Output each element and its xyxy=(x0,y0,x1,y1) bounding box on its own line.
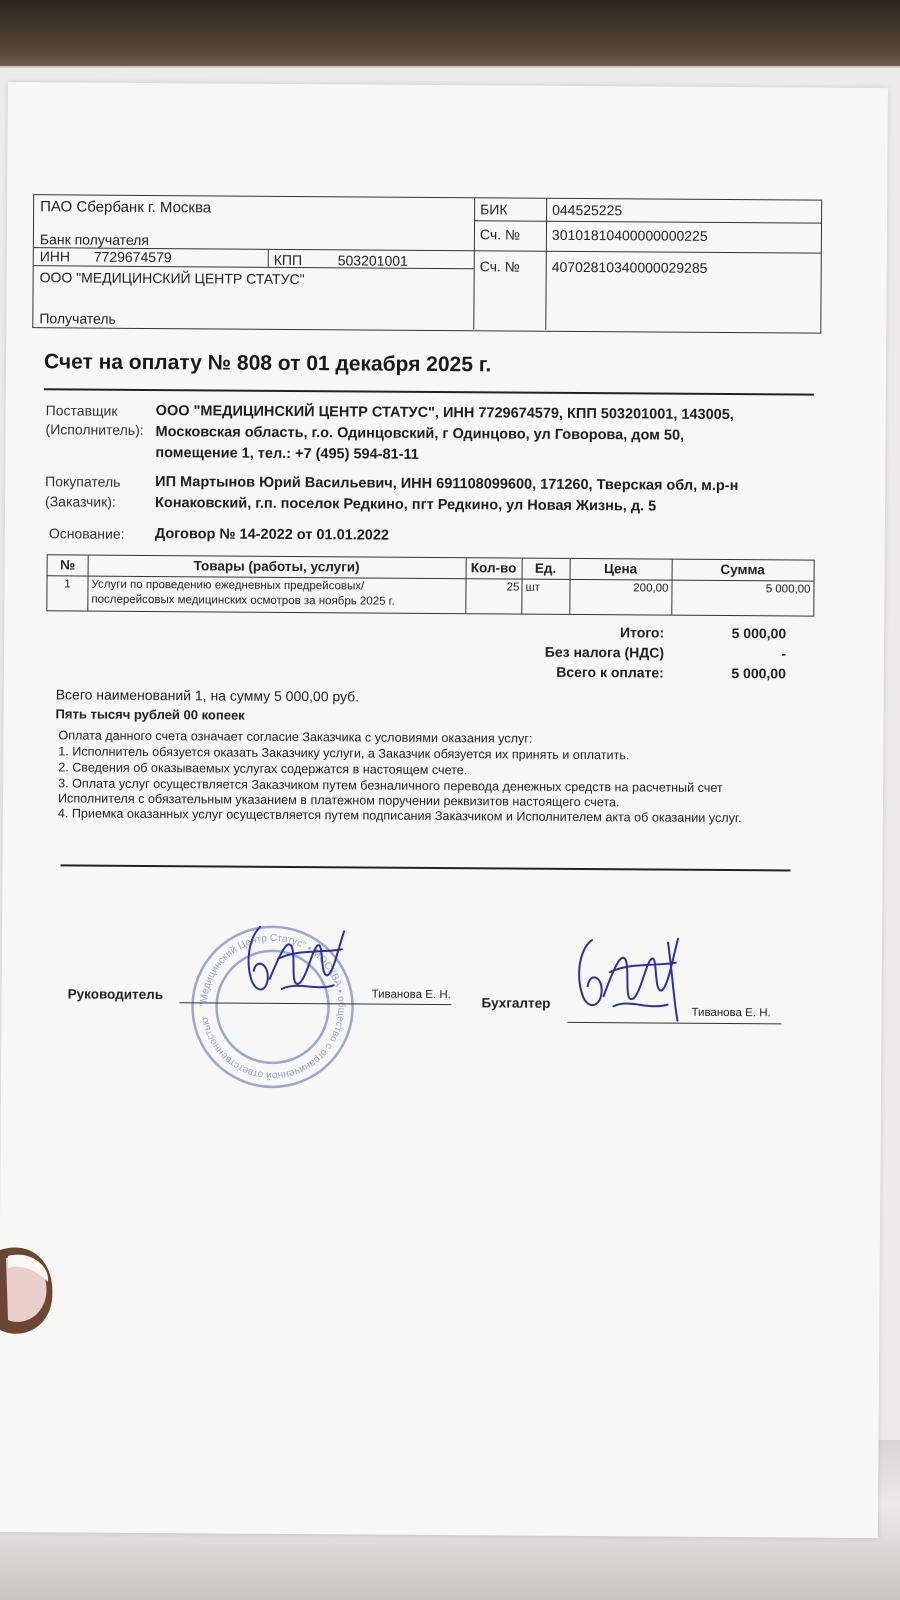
inn-value: 7729674579 xyxy=(93,248,172,266)
row-price: 200,00 xyxy=(633,582,669,595)
col-header-name: Товары (работы, услуги) xyxy=(193,558,360,575)
buyer-line-2: Конаковский, г.п. поселок Редкино, пгт Редкино, ул Новая Жизнь, д. 5 xyxy=(155,495,657,515)
due-value: 5 000,00 xyxy=(731,665,786,682)
col-header-sum: Сумма xyxy=(720,561,765,578)
signature-section-rule xyxy=(61,864,791,871)
total-value: 5 000,00 xyxy=(731,625,787,642)
bank-details-table xyxy=(32,194,822,334)
row-sum: 5 000,00 xyxy=(765,583,811,596)
buyer-label-2: (Заказчик): xyxy=(45,493,116,510)
fingernail xyxy=(0,1230,60,1340)
bank-name: ПАО Сбербанк г. Москва xyxy=(40,198,212,217)
buyer-line-1: ИП Мартынов Юрий Васильевич, ИНН 691108099600, 171260, Тверская обл, м.р-н xyxy=(155,474,739,495)
bank-label: Банк получателя xyxy=(39,231,150,248)
bik-label: БИК xyxy=(480,201,508,218)
row-name-line-1: Услуги по проведению ежедневных предрейсовых/ xyxy=(91,578,365,593)
items-count-line: Всего наименований 1, на сумму 5 000,00 руб. xyxy=(55,686,360,705)
accountant-label: Бухгалтер xyxy=(481,995,551,1011)
amount-in-words: Пять тысяч рублей 00 копеек xyxy=(55,706,245,723)
due-label: Всего к оплате: xyxy=(556,663,664,681)
title-rule xyxy=(44,388,814,395)
row-name-line-2: послерейсовых медицинских осмотров за ноябрь 2025 г. xyxy=(91,593,395,608)
items-table xyxy=(46,554,814,616)
vat-label: Без налога (НДС) xyxy=(544,643,665,661)
terms-item-4: 4. Приемка оказанных услуг осуществляется путем подписания Заказчиком и Исполнителем акта об оказании услуг. xyxy=(57,806,742,826)
buyer-label: Покупатель xyxy=(45,473,121,490)
row-num: 1 xyxy=(64,578,71,591)
row-qty: 25 xyxy=(506,581,520,594)
col-header-qty: Кол-во xyxy=(470,560,517,576)
total-label: Итого: xyxy=(619,624,665,641)
corr-account-label: Сч. № xyxy=(479,226,521,243)
director-signature xyxy=(238,919,359,1010)
row-unit: шт xyxy=(525,581,541,594)
vat-value: - xyxy=(781,645,787,662)
director-label: Руководитель xyxy=(67,986,164,1003)
director-name: Тиванова Е. Н. xyxy=(371,988,451,1002)
account-label: Сч. № xyxy=(479,258,520,275)
bik-value: 044525225 xyxy=(552,201,623,219)
supplier-line-3: помещение 1, тел.: +7 (495) 594-81-11 xyxy=(155,445,419,463)
stamp-text: "Медицинский Центр Статус" • МОСКВА • общество с ограниченной ответственностью xyxy=(198,932,347,1081)
supplier-line-2: Московская область, г.о. Одинцовский, г Одинцово, ул Говорова, дом 50, xyxy=(155,424,685,444)
col-header-price: Цена xyxy=(603,561,638,577)
col-header-num: № xyxy=(60,557,76,573)
account-value: 40702810340000029285 xyxy=(551,258,708,276)
basis-value: Договор № 14-2022 от 01.01.2022 xyxy=(154,526,390,544)
terms-item-1: 1. Исполнитель обязуется оказать Заказчику услуги, а Заказчик обязуется их принять и оплатить. xyxy=(58,744,630,763)
invoice-title: Счет на оплату № 808 от 01 декабря 2025 г. xyxy=(43,350,492,377)
terms-item-3-cont: Исполнителя с обязательным указанием в платежном поручении реквизитов настоящего счета. xyxy=(57,791,620,810)
terms-item-3: 3. Оплата услуг осуществляется Заказчиком путем безналичного перевода денежных средств на расчетный счет xyxy=(58,776,723,796)
terms-item-2: 2. Сведения об оказываемых услугах содержатся в настоящем счете. xyxy=(58,760,468,778)
recipient-name: ООО "МЕДИЦИНСКИЙ ЦЕНТР СТАТУС" xyxy=(39,269,305,288)
corr-account-value: 30101810400000000225 xyxy=(551,226,708,244)
kpp-value: 503201001 xyxy=(337,252,408,269)
invoice-page xyxy=(0,82,888,1538)
recipient-label: Получатель xyxy=(39,310,116,327)
terms-intro: Оплата данного счета означает согласие Заказчика с условиями оказания услуг: xyxy=(58,728,533,746)
accountant-signature xyxy=(567,928,688,1029)
supplier-line-1: ООО "МЕДИЦИНСКИЙ ЦЕНТР СТАТУС", ИНН 7729674579, КПП 503201001, 143005, xyxy=(155,403,734,424)
col-header-unit: Ед. xyxy=(534,560,557,576)
kpp-label: КПП xyxy=(273,251,303,269)
basis-label: Основание: xyxy=(48,525,125,542)
supplier-label-2: (Исполнитель): xyxy=(45,421,144,438)
accountant-name: Тиванова Е. Н. xyxy=(691,1006,771,1020)
supplier-label: Поставщик xyxy=(45,402,118,419)
inn-label: ИНН xyxy=(39,248,71,265)
